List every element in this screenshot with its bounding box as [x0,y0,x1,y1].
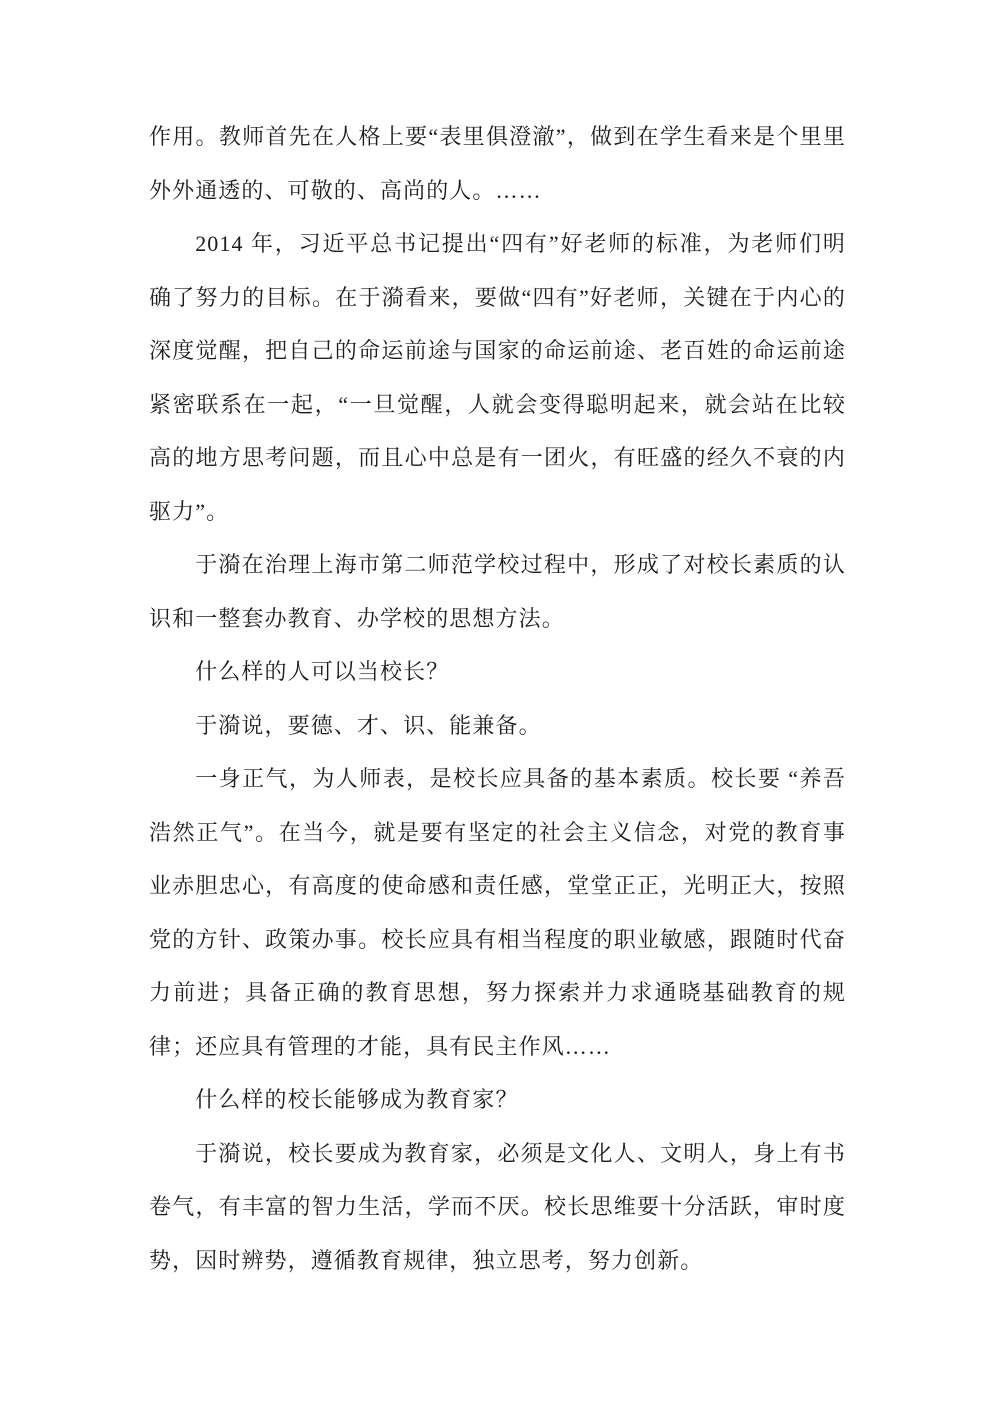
body-paragraph-1: 作用。教师首先在人格上要“表里俱澄澈”，做到在学生看来是个里里外外通透的、可敬的、高尚的人。…… [149,124,846,203]
body-paragraph-2: 2014 年，习近平总书记提出“四有”好老师的标准，为老师们明确了努力的目标。在于漪看来，要做“四有”好老师，关键在于内心的深度觉醒，把自己的命运前途与国家的命运前途、老百姓的命运前途紧密联系在一起，“一旦觉醒，人就会变得聪明起来，就会站在比较高的地方思考问题，而且心中总是有一团火，有旺盛的经久不衰的内驱力”。 [149,231,846,524]
body-paragraph-8: 于漪说，校长要成为教育家，必须是文化人、文明人，身上有书卷气，有丰富的智力生活，学而不厌。校长思维要十分活跃，审时度势，因时辨势，遵循教育规律，独立思考，努力创新。 [149,1140,846,1273]
body-paragraph-6: 一身正气，为人师表，是校长应具备的基本素质。校长要 “养吾浩然正气”。在当今，就是要有坚定的社会主义信念，对党的教育事业赤胆忠心，有高度的使命感和责任感，堂堂正正，光明正大，按照党的方针、政策办事。校长应具有相当程度的职业敏感，跟随时代奋力前进；具备正确的教育思想，努力探索并力求通晓基础教育的规律；还应具有管理的才能，具有民主作风…… [149,766,846,1059]
body-paragraph-5: 于漪说，要德、才、识、能兼备。 [195,712,542,738]
body-paragraph-3: 于漪在治理上海市第二师范学校过程中，形成了对校长素质的认识和一整套办教育、办学校的思想方法。 [149,552,846,631]
body-paragraph-4: 什么样的人可以当校长？ [195,659,450,684]
body-paragraph-7: 什么样的校长能够成为教育家？ [195,1087,519,1112]
